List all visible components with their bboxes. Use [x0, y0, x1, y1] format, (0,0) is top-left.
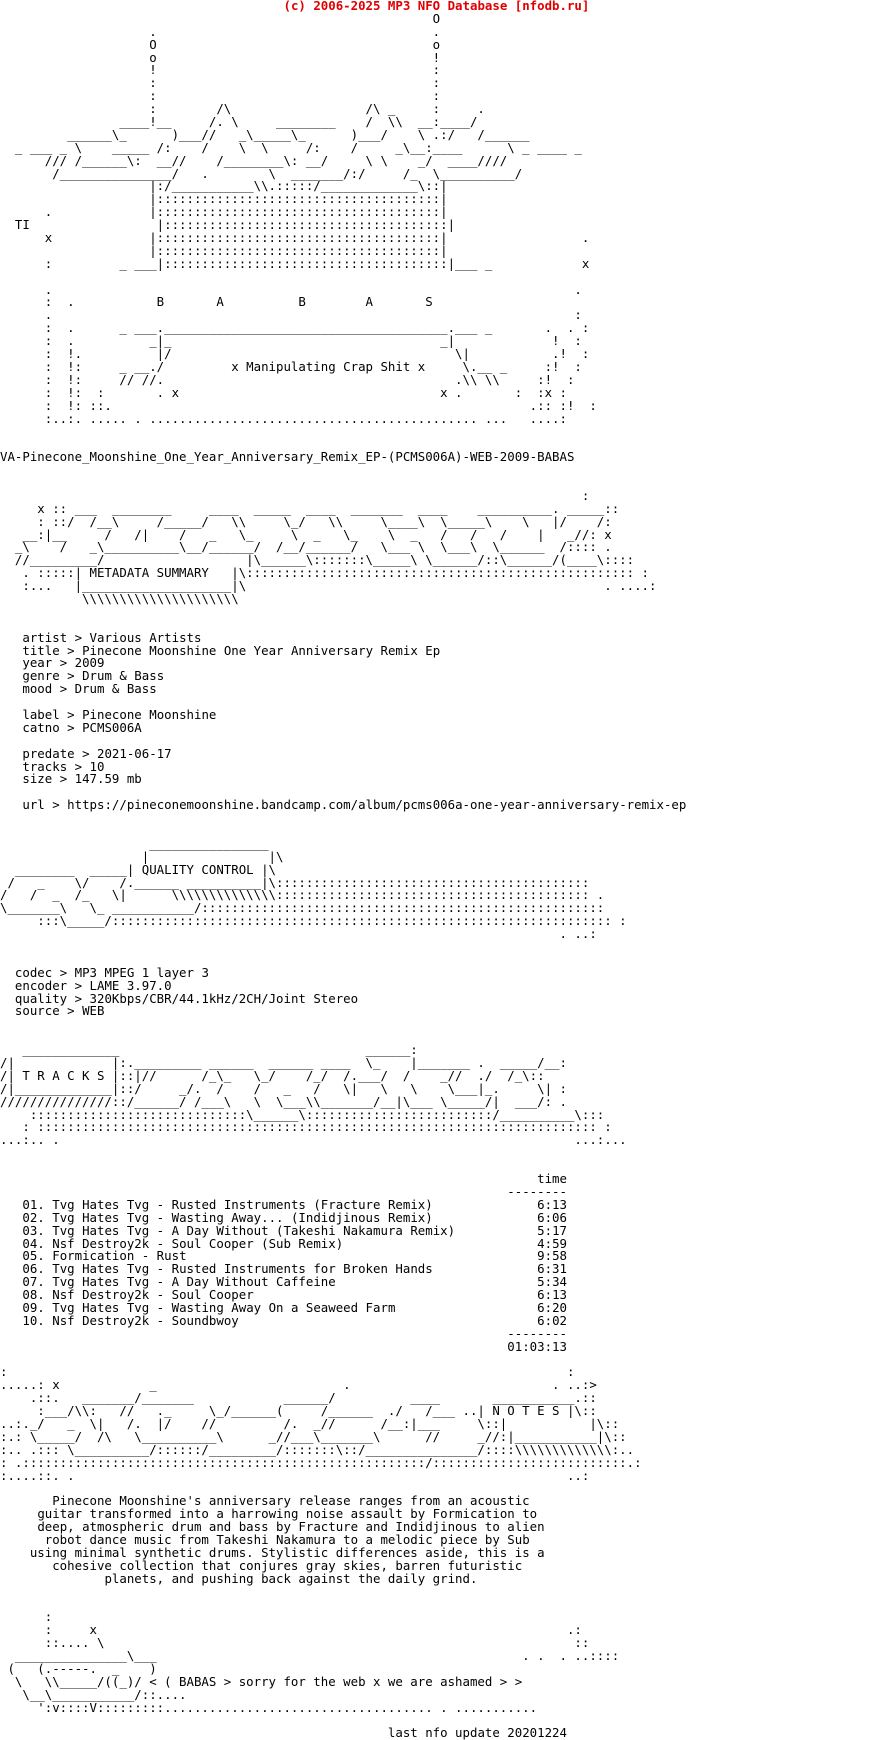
section-header-art: : ::::::::::::::::::::::::::::::::::::::::::::::::::::::::::::::::::::::::::: : [0, 1119, 612, 1135]
track-time: 4:59 [537, 1235, 567, 1251]
footer-art-line: ::.... \ :: [0, 1635, 590, 1651]
track-title: Tvg Hates Tvg - A Day Without (Takeshi Nakamura Remix) [52, 1222, 456, 1238]
footer-art-line: \ \\_____/((_)/ < ( BABAS > sorry for the web x we are ashamed > > [0, 1673, 523, 1689]
logo-art-line: : . B A B A S [0, 294, 433, 310]
section-header-art: x :: ___ ________ ____ _____ ____ _______ ____ __________. _____:: [0, 500, 620, 516]
blank-line [0, 425, 896, 438]
section-header-art: \\\\\\\\\\\\\\\\\\\\\ [0, 590, 239, 606]
metadata-value: Pinecone Moonshine One Year Anniversary Remix Ep [82, 642, 441, 658]
separator-glyph: > [74, 745, 97, 761]
track-title: Formication - Rust [52, 1248, 187, 1264]
logo-art-line: : !: ::. .:: :! : [0, 397, 597, 413]
track-number: 07. [22, 1274, 45, 1290]
track-time: 9:58 [537, 1248, 567, 1264]
metadata-value: 10 [89, 758, 105, 774]
section-header-art: :....::. . ..: [0, 1467, 590, 1483]
separator-glyph: > [67, 758, 90, 774]
section-header-art: :::::::::::::::::::::::::::::\______\:::::::::::::::::::::::::/__________\::: [0, 1106, 605, 1122]
logo-art-line: . : [0, 307, 582, 323]
notes-text: using minimal synthetic drums. Stylistic differences aside, this is a [29, 1544, 545, 1560]
logo-art-line: . . [0, 23, 441, 39]
section-header-art: :::\_____/::::::::::::::::::::::::::::::::::::::::::::::::::::::::::::::::::: : [0, 913, 627, 929]
separator-glyph: > [52, 771, 75, 787]
logo-art-line: /_______________/ . \ _______/:/ /_ \__________/ [0, 165, 523, 181]
track-title: Tvg Hates Tvg - Rusted Instruments (Fracture Remix) [52, 1196, 433, 1212]
separator-glyph: > [52, 964, 75, 980]
track-time: 6:31 [537, 1261, 567, 1277]
blank-line [0, 1147, 896, 1160]
section-header-art: / _ \/ /.______ __________|\:::::::::::::::::::::::::::::::::::::::::: [0, 874, 590, 890]
logo-art-line: ! : [0, 62, 441, 78]
metadata-row [0, 642, 896, 658]
metadata-key: label [22, 706, 60, 722]
logo-art-line: : !: // //. .\\ \\ :! : [0, 371, 575, 387]
logo-art-line: O [0, 10, 441, 26]
metadata-key: catno [22, 719, 60, 735]
total-time-row [0, 1338, 896, 1354]
separator-glyph: > [67, 990, 90, 1006]
separator-glyph: > [52, 655, 75, 671]
section-header-art: / / _ /_ \| \\\\\\\\\\\\\\:::::::::::::::::::::::::::::::::::::::::: . [0, 887, 605, 903]
track-number: 08. [22, 1287, 45, 1303]
blank-line [0, 606, 896, 619]
metadata-value: Pinecone Moonshine [82, 706, 217, 722]
metadata-value: 320Kbps/CBR/44.1kHz/2CH/Joint Stereo [89, 990, 359, 1006]
track-number: 03. [22, 1222, 45, 1238]
section-header-art: _\ / _\__________\__/______/ /__/______/ \___ \ \___\ \______ /:::: . [0, 539, 612, 555]
last-update: last nfo update 20201224 [387, 1725, 567, 1740]
metadata-value: 147.59 mb [74, 771, 142, 787]
section-header-art: | |\ [0, 848, 284, 864]
logo-art-line: |::::::::::::::::::::::::::::::::::::::| [0, 191, 448, 207]
metadata-value: WEB [82, 1003, 105, 1019]
logo-art-line: : . _ ___.______________________________________.___ _ . . : [0, 320, 590, 336]
section-header-art: .::. _______/_______ ______/ ____ ___________.:: [0, 1390, 597, 1406]
section-header-art: ...:.. . ...:... [0, 1132, 627, 1148]
time-header: time [537, 1171, 567, 1187]
track-time: 6:06 [537, 1209, 567, 1225]
section-header-art: /| |:._________ ______ ______ ____ \_ |_______ . _____/__: [0, 1055, 567, 1071]
notes-text: Pinecone Moonshine's anniversary release ranges from an acoustic [52, 1493, 530, 1509]
footer-art-line: : [0, 1609, 53, 1625]
footer-art-line: \__\___________/::.... [0, 1686, 187, 1702]
release-name: VA-Pinecone_Moonshine_One_Year_Anniversary_Remix_EP-(PCMS006A)-WEB-2009-BABAS [0, 449, 575, 465]
logo-art-line: :..:. ..... . ............................................ ... ....: [0, 410, 567, 426]
logo-art-line: : _ ___|::::::::::::::::::::::::::::::::::::::|___ _ x [0, 255, 590, 271]
metadata-value: 2021-06-17 [97, 745, 172, 761]
separator-glyph: > [59, 668, 83, 684]
metadata-key: source [14, 1003, 60, 1019]
last-update-row [0, 1727, 896, 1740]
section-header-art: : .::::::::::::::::::::::::::::::::::::::::::::::::::::::/::::::::::::::::::::::::::.: [0, 1454, 642, 1470]
blank-line [0, 1018, 896, 1031]
logo-art-line: : : [0, 88, 441, 104]
logo-art-line: |:/___________\\.:::::/_____________\::| [0, 178, 448, 194]
metadata-value: LAME 3.97.0 [89, 977, 172, 993]
track-number: 10. [22, 1312, 45, 1328]
section-header-art: . :::::| METADATA SUMMARY |\:::::::::::::::::::::::::::::::::::::::::::::::::::: : [0, 565, 650, 581]
metadata-row [0, 1005, 896, 1018]
metadata-row [0, 990, 896, 1006]
blank-line [0, 1598, 896, 1611]
section-header-art: :___/\\: // ._ \_/______( /______ ./ /___ ..| N O T E S |\:: [0, 1403, 597, 1419]
section-header-art: .....: x _ . . ..:> [0, 1377, 597, 1393]
metadata-key: predate [22, 745, 75, 761]
section-header-art: ________________ [0, 835, 269, 851]
metadata-value: MP3 MPEG 1 layer 3 [74, 964, 209, 980]
track-time: 5:34 [537, 1274, 567, 1290]
metadata-key: quality [14, 990, 68, 1006]
section-header-art: : : [0, 1364, 575, 1380]
bandcamp-url-link[interactable]: https://pineconemoonshine.bandcamp.com/album/pcms006a-one-year-anniversary-remix-ep [67, 797, 687, 813]
metadata-key: codec [14, 964, 53, 980]
track-time: 6:13 [537, 1287, 567, 1303]
notes-text: planets, and pushing back against the daily grind. [104, 1570, 478, 1586]
separator-glyph: > [59, 706, 83, 722]
track-time: 6:20 [537, 1299, 567, 1315]
footer-art-line: : x .: [0, 1622, 582, 1638]
section-header-art: :.: \_____/ /\ \__________\ _//___\_______\ // _//:|___________|\:: [0, 1428, 627, 1444]
logo-art-line: : : [0, 75, 441, 91]
total-time: 01:03:13 [507, 1338, 567, 1354]
track-number: 04. [22, 1235, 45, 1251]
separator-glyph: > [59, 642, 83, 658]
notes-text: deep, atmospheric drum and bass by Fracture and Indidjinous to alien [37, 1519, 545, 1535]
divider: -------- [507, 1183, 567, 1199]
blank-line [0, 1586, 896, 1599]
track-number: 06. [22, 1261, 45, 1277]
section-header-art: : ::/ /__\ /_____/ \\ \_/ \\ \____\ \_____\ \ |/ /: [0, 513, 612, 529]
logo-art-line: ______\_ )___// _\_____\_ )___/ \ .:/ /______ [0, 126, 530, 142]
separator-glyph: > [59, 1003, 83, 1019]
blank-line [0, 464, 896, 477]
logo-art-line: ____!__ /. \ ________ / \\ __:____/ [0, 114, 478, 130]
copyright-link[interactable]: (c) 2006-2025 MP3 NFO Database [nfodb.ru] [283, 0, 590, 13]
notes-text: cohesive collection that conjures gray skies, barren futuristic [52, 1557, 523, 1573]
track-title: Nsf Destroy2k - Soul Cooper (Sub Remix) [52, 1235, 344, 1251]
logo-art-line: |::::::::::::::::::::::::::::::::::::::| [0, 242, 448, 258]
notes-text: robot dance music from Takeshi Nakamura to a melodic piece by Sub [44, 1531, 530, 1547]
blank-line [0, 812, 896, 825]
logo-art-line: : !. |/ \| .! : [0, 346, 590, 362]
metadata-row [0, 773, 896, 786]
track-title: Tvg Hates Tvg - Rusted Instruments for Broken Hands [52, 1261, 433, 1277]
section-header-art: _____________ ______: [0, 1042, 418, 1058]
metadata-key: year [22, 655, 53, 671]
track-time: 6:02 [537, 1312, 567, 1328]
logo-art-line: x |::::::::::::::::::::::::::::::::::::::| . [0, 230, 590, 246]
section-header-art: : [0, 487, 590, 503]
footer-art-line: ':v::::V:::::::::.................................... . ........... [0, 1699, 538, 1715]
metadata-key: size [22, 771, 53, 787]
track-number: 05. [22, 1248, 45, 1264]
track-number: 01. [22, 1196, 45, 1212]
track-title: Nsf Destroy2k - Soul Cooper [52, 1287, 254, 1303]
metadata-key: url [22, 797, 45, 813]
section-header-art: ///////////////::/______/ /___\ \ \___\\_______/__|\___ \_____/| ___/: . [0, 1093, 567, 1109]
section-header-art: //_________/ |\______\:::::::\_____\ \______/::\______/(____\:::: [0, 552, 635, 568]
section-header-art: . ..: [0, 926, 597, 942]
logo-art-line: : !: _ __./ x Manipulating Crap Shit x \.__ _ :! : [0, 358, 582, 374]
separator-glyph: > [59, 719, 83, 735]
logo-art-line: . |::::::::::::::::::::::::::::::::::::::| [0, 204, 448, 220]
metadata-value: Drum & Bass [82, 668, 165, 684]
divider: -------- [507, 1325, 567, 1341]
track-title: Nsf Destroy2k - Soundbwoy [52, 1312, 239, 1328]
logo-art-line: o ! [0, 49, 441, 65]
metadata-row [0, 719, 896, 735]
metadata-value: Various Artists [89, 629, 202, 645]
section-header-art: \_______\ \_ ___________/:::::::::::::::::::::::::::::::::::::::::::::::::::::: [0, 900, 605, 916]
logo-art-line: : !: : . x x . : :x : [0, 384, 567, 400]
section-header-art: :... |____________________|\ . ....: [0, 578, 657, 594]
track-time: 6:13 [537, 1196, 567, 1212]
track-time: 5:17 [537, 1222, 567, 1238]
separator-glyph: > [67, 629, 90, 645]
logo-art-line: . . [0, 281, 582, 297]
logo-art-line: : /\ /\ _ : . [0, 101, 485, 117]
metadata-row-url [0, 799, 896, 812]
track-title: Tvg Hates Tvg - Wasting Away... (Indidjinous Remix) [52, 1209, 433, 1225]
section-header-art: /|_____________|::/ _/. / / _ / \| \ \ \___|_. \| : [0, 1080, 567, 1096]
metadata-key: encoder [14, 977, 68, 993]
logo-art-line: : . _|_ _| ! : [0, 333, 582, 349]
separator-glyph: > [44, 797, 68, 813]
section-header-art: :.. .::: \__________/::::::/_________/:::::::\::/_______________/::::\\\\\\\\\\\\\:.. [0, 1441, 635, 1457]
track-number: 02. [22, 1209, 45, 1225]
metadata-key: tracks [22, 758, 68, 774]
metadata-value: PCMS006A [82, 719, 142, 735]
track-title: Tvg Hates Tvg - Wasting Away On a Seaweed Farm [52, 1299, 396, 1315]
section-header-art: ..:._/ _ \| /. |/ // /. _// /__:|___ \::| |\:: [0, 1415, 620, 1431]
logo-art-line: TI |::::::::::::::::::::::::::::::::::::::| [0, 217, 456, 233]
notes-paragraph-line [0, 1570, 896, 1586]
section-header-art: __:|__ / /| / _ \_ \ _ \_ \ _ / / / | _//: x [0, 526, 612, 542]
logo-art-line: /// /______\: __// /________\: __/ \ \ _/ ____//// [0, 152, 508, 168]
notes-text: guitar transformed into a harrowing noise assault by Formication to [37, 1506, 538, 1522]
metadata-key: genre [22, 668, 60, 684]
logo-art-line: _ ___ _ \ _____ /: / \ \ /: / _\__:____ \ _ ____ _ [0, 139, 582, 155]
metadata-key: title [22, 642, 60, 658]
metadata-key: artist [22, 629, 68, 645]
metadata-row [0, 683, 896, 696]
metadata-value: Drum & Bass [74, 681, 157, 697]
footer-art-line: ( (.-----. _ ) [0, 1660, 157, 1676]
separator-glyph: > [67, 977, 90, 993]
metadata-key: mood [22, 681, 53, 697]
footer-art-line: _______________\___ . . . ..:::: [0, 1648, 620, 1663]
section-header-art: /| T R A C K S |::|// /_\_ \_/ /_/ /.___/ / _// ./ /_\:: [0, 1067, 545, 1083]
separator-glyph: > [52, 681, 75, 697]
section-header-art: ________ _____| QUALITY CONTROL |\ [0, 861, 277, 877]
track-title: Tvg Hates Tvg - A Day Without Caffeine [52, 1274, 336, 1290]
track-number: 09. [22, 1299, 45, 1315]
metadata-row [0, 745, 896, 761]
blank-line [0, 941, 896, 954]
logo-art-line: O o [0, 36, 441, 52]
metadata-value: 2009 [74, 655, 105, 671]
